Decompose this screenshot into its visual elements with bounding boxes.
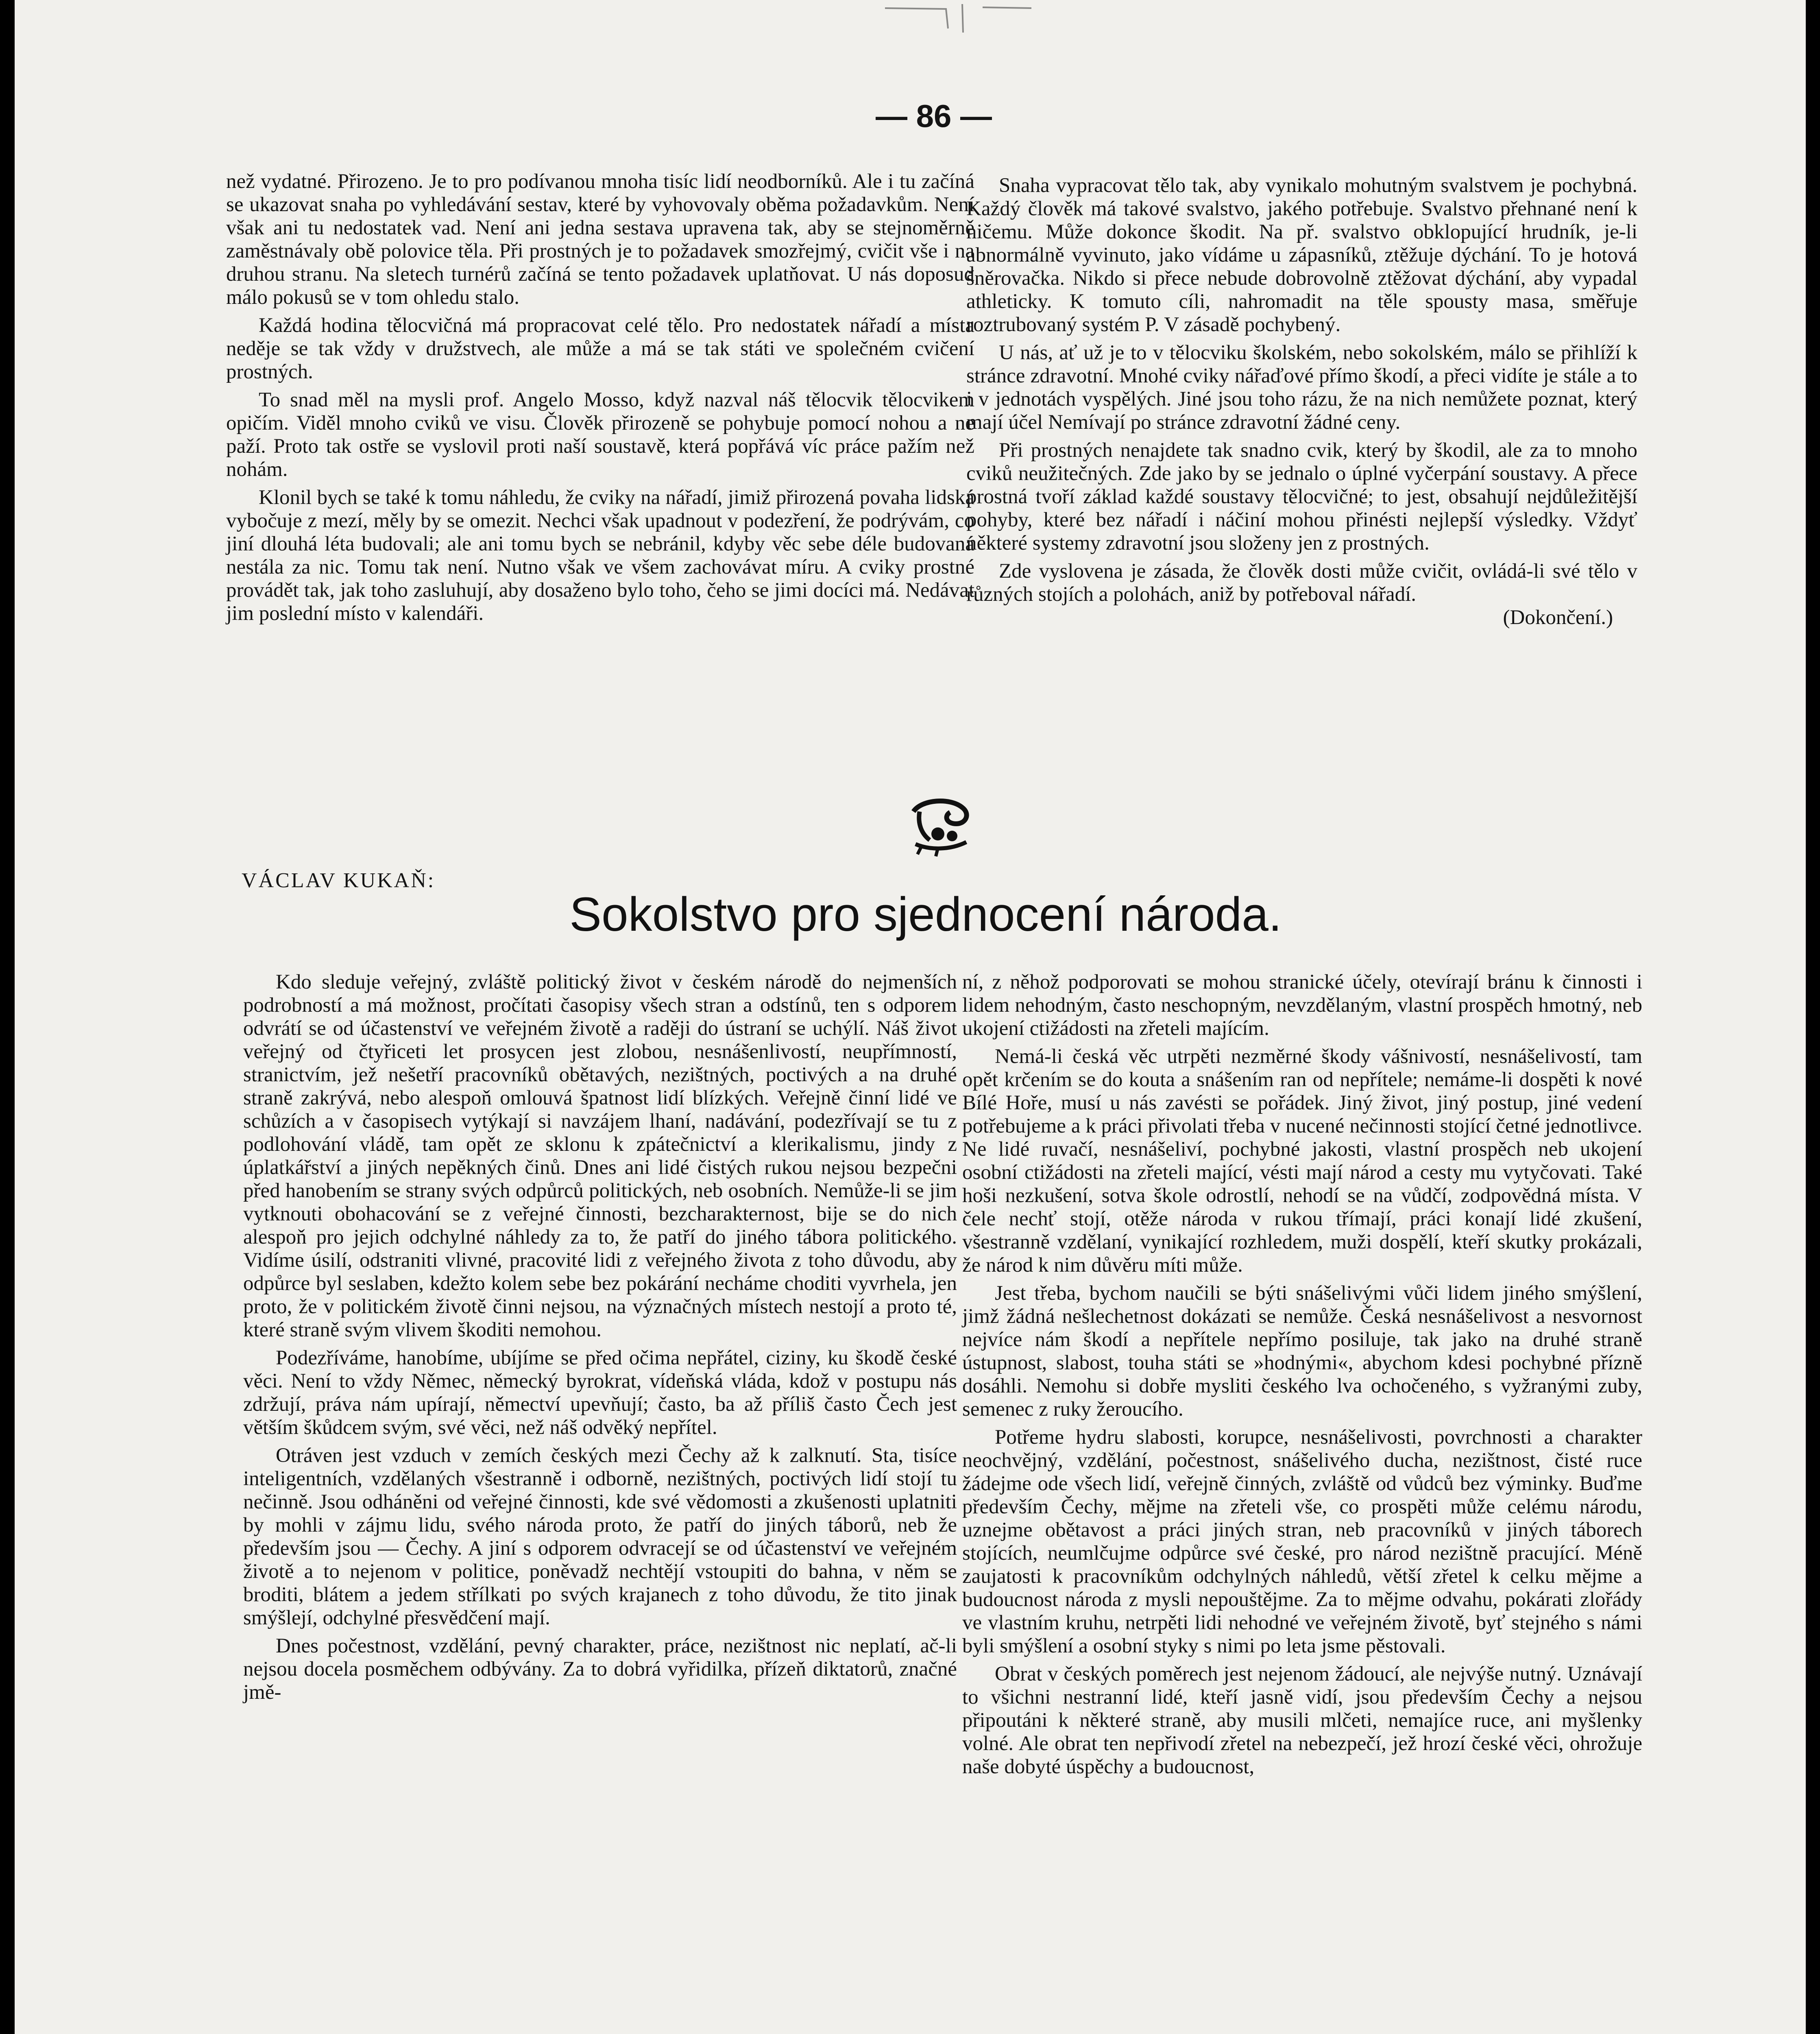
scan-border-right: [1806, 0, 1820, 2034]
paragraph: Potřeme hydru slabosti, korupce, nesnášelivosti, povrchnosti a charakter neochvějný, vzdělání, počestnost, snášelivého ducha, nezištnost, čisté ruce žádejme ode všech lidí, veřejně činných, zvláště od vůdců bez výminky. Buďme především Čechy, mějme na zřeteli vše, co prospěti může celému národu, uznejme obětavost a práci jiných stran, neb pracovníků v jiných táborech stojících, neumlčujme odpůrce své české, pro národ nezištně pracující. Méně zaujatosti k pracovníkům odchylných náhledů, větší zřetel k celku mějme a budoucnost národa z mysli nepouštějme. Za to mějme odvahu, pokárati zlořády ve vlastním kruhu, netrpěti lidi nehodné ve veřejném životě, byť stejného s námi byli smýšlení a osobní styky s nimi po leta jsme pěstovali.: [962, 1426, 1642, 1657]
paragraph: Jest třeba, bychom naučili se býti snášelivými vůči lidem jiného smýšlení, jimž žádná nešlechetnost dokázati se nemůže. Česká nesnášelivost a nesvornost nejvíce nám škodí a nepřítele nepřímo posiluje, tak jako na druhé straně ústupnost, slabost, touha státi se »hodnými«, abychom kdesi pochybné přízně dosáhli. Nemohu si dobře mysliti českého lva ochočeného, s vyžranými zuby, semenec z ruky žeroucího.: [962, 1282, 1642, 1421]
paragraph: Každá hodina tělocvičná má propracovat celé tělo. Pro nedostatek nářadí a místa neděje se tak vždy v družstvech, ale může a má se tak státi ve společném cvičení prostných.: [226, 314, 974, 383]
column-top-left: [226, 170, 974, 625]
column-bottom-left: [243, 971, 957, 1704]
scan-border-left: [0, 0, 15, 2034]
paragraph: Podezříváme, hanobíme, ubíjíme se před očima nepřátel, ciziny, ku škodě české věci. Není to vždy Němec, německý byrokrat, vídeňská vláda, kdož v postupu nás zdržují, práva nám upírají, němectví upevňují; často, ba až příliš často Čech jest větším škůdcem svým, své věci, než náš odvěký nepřítel.: [243, 1347, 957, 1439]
ornament-icon: [905, 795, 974, 860]
to-be-continued: (Dokončení.): [1503, 606, 1613, 629]
paragraph: Kdo sleduje veřejný, zvláště politický život v českém národě do nejmenších podrobností a má možnost, pročítati časopisy všech stran a odstínů, ten s odporem odvrátí se od účastenství ve veřejném životě a raději do ústraní se uchýlí. Náš život veřejný od čtyřiceti let prosycen jest zlobou, nesnášenlivostí, neupřímností, stranictvím, jež nešetří pracovníků obětavých, nezištných, poctivých a na druhé straně zakrývá, nebo alespoň omlouvá špatnost lidí blízkých. Veřejně činní lidé ve schůzích a v časopisech vytýkají si navzájem lhaní, nadávání, podezřívají se tu z podlohování vládě, tam opět ze sklonu k zpátečnictví a klerikalismu, jindy z úplatkářství a jiných nepěkných činů. Dnes ani lidé čistých rukou nejsou bezpečni před hanobením se strany svých odpůrců politických, neb osobních. Nemůže-li se jim vytknouti obohacování se z veřejné činnosti, bezcharakternost, bije se do nich alespoň pro jejich odchylné náhledy za to, že patří do jiného tábora politického. Vidíme úsilí, odstraniti vlivné, pracovité lidi z veřejného života z toho důvodu, aby odpůrce byl seslaben, kdežto kolem sebe bez pokárání necháme choditi vyvrhela, jen proto, že v politickém životě činni nejsou, na význačných místech nestojí a proto té, které straně svým vlivem škoditi nemohou.: [243, 971, 957, 1341]
page-number: — 86 —: [875, 98, 992, 134]
paragraph: To snad měl na mysli prof. Angelo Mosso, když nazval náš tělocvik tělocvikem opičím. Viděl mnoho cviků ve visu. Člověk přirozeně se pohybuje pomocí nohou a ne paží. Proto tak ostře se vyslovil proti naší soustavě, která popřává víc práce pažím než nohám.: [226, 388, 974, 481]
paragraph: Otráven jest vzduch v zemích českých mezi Čechy až k zalknutí. Sta, tisíce inteligentních, vzdělaných všestranně i odborně, nezištných, poctivých lidí stojí tu nečinně. Jsou odháněni od veřejné činnosti, kde své vědomosti a zkušenosti uplatniti by mohli v zájmu lidu, svého národa proto, že patří do jiných táborů, neb že především jsou — Čechy. A jiní s odporem odvracejí se od účastenství ve veřejném životě a to nejenom v politice, poněvadž nechtějí vstoupiti do bahna, v něm se broditi, blátem a jedem střílkati po svých krajanech z toho důvodu, že tito jinak smýšlejí, odchylné přesvědčení mají.: [243, 1444, 957, 1629]
article-title: Sokolstvo pro sjednocení národa.: [569, 888, 1282, 941]
paragraph: Dnes počestnost, vzdělání, pevný charakter, práce, nezištnost nic neplatí, ač-li nejsou docela posměchem odbývány. Za to dobrá vyřidilka, přízeň diktatorů, značné jmě-: [243, 1635, 957, 1704]
page: [15, 0, 1806, 2034]
paragraph: ní, z něhož podporovati se mohou stranické účely, otevírají bránu k činnosti i lidem nehodným, často neschopným, nevzdělaným, vlastní prospěch hmotný, neb ukojení ctižádosti na zřeteli majícím.: [962, 971, 1642, 1040]
paragraph: Obrat v českých poměrech jest nejenom žádoucí, ale nejvýše nutný. Uznávají to všichni nestranní lidé, kteří jasně vidí, jsou především Čechy a nejsou připoutáni k některé straně, aby musili mlčeti, nemajíce ruce, ani myšlenky volné. Ale obrat ten nepřivodí zřetel na nebezpečí, jež hrozí české věci, ohrožuje naše dobyté úspěchy a budoucnost,: [962, 1663, 1642, 1778]
scan-artifact: [877, 0, 1048, 37]
column-top-right: [966, 174, 1637, 629]
paragraph: Nemá-li česká věc utrpěti nezměrné škody vášnivostí, nesnášelivostí, tam opět krčením se do kouta a snášením ran od nepřítele; nemáme-li dospěti k nové Bílé Hoře, musí u nás zavésti se pořádek. Jiný život, jiný postup, jiné vedení potřebujeme a k práci přivolati třeba v nucené nečinnosti stojící četné jednotlivce. Ne lidé ruvačí, nesnášeliví, pochybné jakosti, vlastní prospěch neb ukojení osobní ctižádosti na zřeteli mající, vésti mají národ a cesty mu vytyčovati. Také hoši nezkušení, sotva škole odrostlí, nehodí se na vůdčí, zodpovědná místa. V čele nechť stojí, otěže národa v rukou třímají, práci konají lidé zkušení, všestranně vzdělaní, vynikající rozhledem, muži dospělí, kteří skutky prokázali, že národ k nim důvěru míti může.: [962, 1045, 1642, 1277]
paragraph: než vydatné. Přirozeno. Je to pro podívanou mnoha tisíc lidí neodborníků. Ale i tu začíná se ukazovat snaha po vyhledávání sestav, které by vyhovovaly oběma požadavkům. Není však ani tu nedostatek vad. Není ani jedna sestava upravena tak, aby se stejnoměrně zaměstnávaly obě polovice těla. Při prostných je to požadavek smozřejmý, cvičit vše i na druhou stranu. Na sletech turnérů začíná se tento požadavek uplatňovat. U nás doposud málo pokusů se v tom ohledu stalo.: [226, 170, 974, 309]
column-bottom-right: [962, 971, 1642, 1779]
paragraph: U nás, ať už je to v tělocviku školském, nebo sokolském, málo se přihlíží k stránce zdravotní. Mnohé cviky nářaďové přímo škodí, a přeci vidíte je stále a to i v jednotách vyspělých. Jiné jsou toho rázu, že na nich nemůžete poznat, který mají účel Nemívají po stránce zdravotní žádné ceny.: [966, 341, 1637, 434]
paragraph: Zde vyslovena je zásada, že člověk dosti může cvičit, ovládá-li své tělo v různých stojích a polohách, aniž by potřeboval nářadí.: [966, 560, 1637, 606]
paragraph: Snaha vypracovat tělo tak, aby vynikalo mohutným svalstvem je pochybná. Každý člověk má takové svalstvo, jakého potřebuje. Svalstvo přehnané není k ničemu. Může dokonce škodit. Na př. svalstvo obklopující hrudník, je-li abnormálně vyvinuto, jako vídáme u zápasníků, ztěžuje dýchání. To je hotová šněrovačka. Nikdo si přece nebude dobrovolně ztěžovat dýchání, aby vypadal athleticky. K tomuto cíli, nahromadit na těle spousty masa, směřuje roztrubovaný systém P. V zásadě pochybený.: [966, 174, 1637, 336]
paragraph: Při prostných nenajdete tak snadno cvik, který by škodil, ale za to mnoho cviků neužitečných. Zde jako by se jednalo o úplné vyčerpání soustavy. A přece prostná tvoří základ každé soustavy tělocvičné; to jest, obsahují nejdůležitější pohyby, které bez nářadí i náčiní mohou přinésti nejlepší výsledky. Vždyť některé systemy zdravotní jsou složeny jen z prostných.: [966, 439, 1637, 554]
article-author: VÁCLAV KUKAŇ:: [242, 869, 436, 892]
paragraph: Klonil bych se také k tomu náhledu, že cviky na nářadí, jimiž přirozená povaha lidská vybočuje z mezí, měly by se omezit. Nechci však upadnout v podezření, že podrývám, co jiní dlouhá léta budovali; ale ani tomu bych se nebránil, kdyby věc sebe déle budovaná nestála za nic. Tomu tak není. Nutno však ve všem zachovávat míru. A cviky prostné provádět tak, jak toho zasluhují, aby dosaženo bylo toho, čeho se jimi docíci má. Nedávat jim poslední místo v kalendáři.: [226, 486, 974, 625]
